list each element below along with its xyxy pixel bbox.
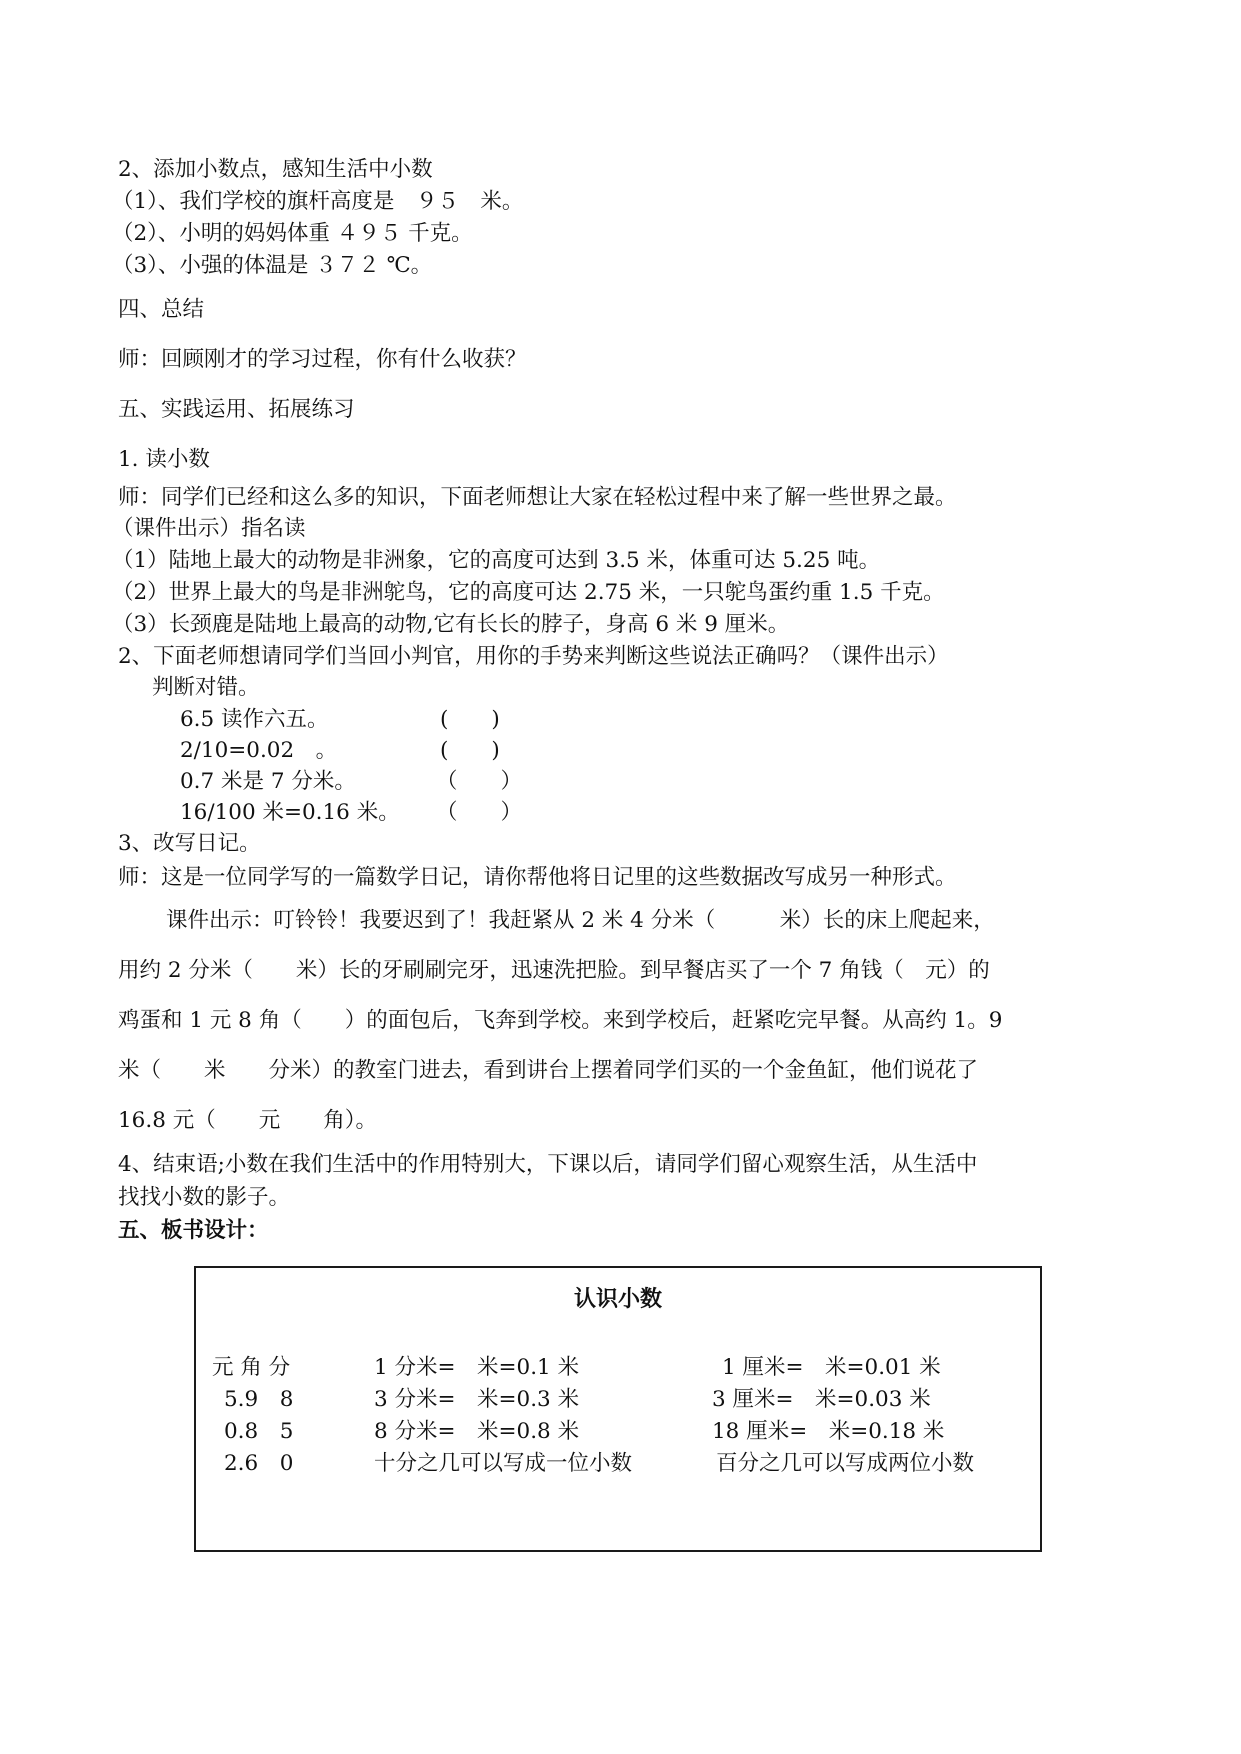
board-col2-row3: 8 分米= 米=0.8 米 <box>374 1419 580 1444</box>
diary-line-2: 用约 2 分米（ 米）长的牙刷刷完牙，迅速洗把脸。到早餐店买了一个 7 角钱（ 元）的 <box>118 958 990 983</box>
teacher-intro: 师：同学们已经和这么多的知识，下面老师想让大家在轻松过程中来了解一些世界之最。 <box>118 485 957 510</box>
fact-ostrich: （2）世界上最大的鸟是非洲鸵鸟，它的高度可达 2.75 米，一只鸵鸟蛋约重 1.5 千克。 <box>112 580 945 605</box>
judge-instruction: 判断对错。 <box>152 675 260 700</box>
judge-bracket-3: （ ） <box>436 769 523 794</box>
teacher-question: 师：回顾刚才的学习过程，你有什么收获？ <box>118 347 527 372</box>
judge-statement-4: 16/100 米=0.16 米。 <box>180 800 400 825</box>
heading-board-design: 五、板书设计： <box>118 1218 269 1243</box>
diary-line-5: 16.8 元（ 元 角）。 <box>118 1108 377 1133</box>
board-col2-row1: 1 分米= 米=0.1 米 <box>374 1355 580 1380</box>
judge-statement-3: 0.7 米是 7 分米。 <box>180 769 356 794</box>
subheading-read-decimals: 1. 读小数 <box>118 447 210 472</box>
board-col3-row2: 3 厘米= 米=0.03 米 <box>712 1387 931 1412</box>
judge-bracket-1: ( ) <box>440 707 500 732</box>
closing-line-2: 找找小数的影子。 <box>118 1185 291 1210</box>
board-col2-row4: 十分之几可以写成一位小数 <box>374 1451 633 1476</box>
diary-line-4: 米（ 米 分米）的教室门进去，看到讲台上摆着同学们买的一个金鱼缸，他们说花了 <box>118 1058 979 1083</box>
board-title: 认识小数 <box>573 1286 662 1312</box>
judge-bracket-2: ( ) <box>440 738 500 763</box>
diary-line-3: 鸡蛋和 1 元 8 角（ ）的面包后，飞奔到学校。来到学校后，赶紧吃完早餐。从高约 1。9 <box>118 1008 1003 1033</box>
heading-summary: 四、总结 <box>118 297 205 322</box>
teacher-diary-intro: 师：这是一位同学写的一篇数学日记，请你帮他将日记里的这些数据改写成另一种形式。 <box>118 865 957 890</box>
item-flagpole: （1）、我们学校的旗杆高度是 ９５ 米。 <box>112 189 524 214</box>
courseware-note: （课件出示）指名读 <box>112 516 306 541</box>
judge-bracket-4: （ ） <box>436 800 523 825</box>
board-col2-row2: 3 分米= 米=0.3 米 <box>374 1387 580 1412</box>
fact-elephant: （1）陆地上最大的动物是非洲象，它的高度可达到 3.5 米，体重可达 5.25 吨。 <box>112 548 881 573</box>
board-col3-row3: 18 厘米= 米=0.18 米 <box>712 1419 945 1444</box>
board-col3-row1: 1 厘米= 米=0.01 米 <box>722 1355 941 1380</box>
item-temperature: （3）、小强的体温是 ３７２ ℃。 <box>112 253 433 278</box>
judge-statement-2: 2/10=0.02 。 <box>180 738 338 763</box>
board-col1-row3: 0.8 5 <box>224 1419 294 1444</box>
diary-line-1: 课件出示：叮铃铃！我要迟到了！我赶紧从 2 米 4 分米（ 米）长的床上爬起来， <box>166 908 995 933</box>
board-col1-row1: 元 角 分 <box>212 1355 291 1380</box>
item-mother-weight: （2）、小明的妈妈体重 ４９５ 千克。 <box>112 221 473 246</box>
heading-add-decimal-point: 2、添加小数点，感知生活中小数 <box>118 157 433 182</box>
closing-line-1: 4、结束语;小数在我们生活中的作用特别大，下课以后，请同学们留心观察生活，从生活中 <box>118 1152 978 1177</box>
board-col1-row4: 2.6 0 <box>224 1451 294 1476</box>
heading-judge: 2、下面老师想请同学们当回小判官，用你的手势来判断这些说法正确吗？（课件出示） <box>118 644 949 669</box>
board-design-box <box>194 1266 1042 1552</box>
judge-statement-1: 6.5 读作六五。 <box>180 707 329 732</box>
heading-practice: 五、实践运用、拓展练习 <box>118 397 355 422</box>
board-col1-row2: 5.9 8 <box>224 1387 294 1412</box>
fact-giraffe: （3）长颈鹿是陆地上最高的动物,它有长长的脖子，身高 6 米 9 厘米。 <box>112 612 790 637</box>
board-col3-row4: 百分之几可以写成两位小数 <box>716 1451 975 1476</box>
heading-rewrite-diary: 3、改写日记。 <box>118 831 261 856</box>
